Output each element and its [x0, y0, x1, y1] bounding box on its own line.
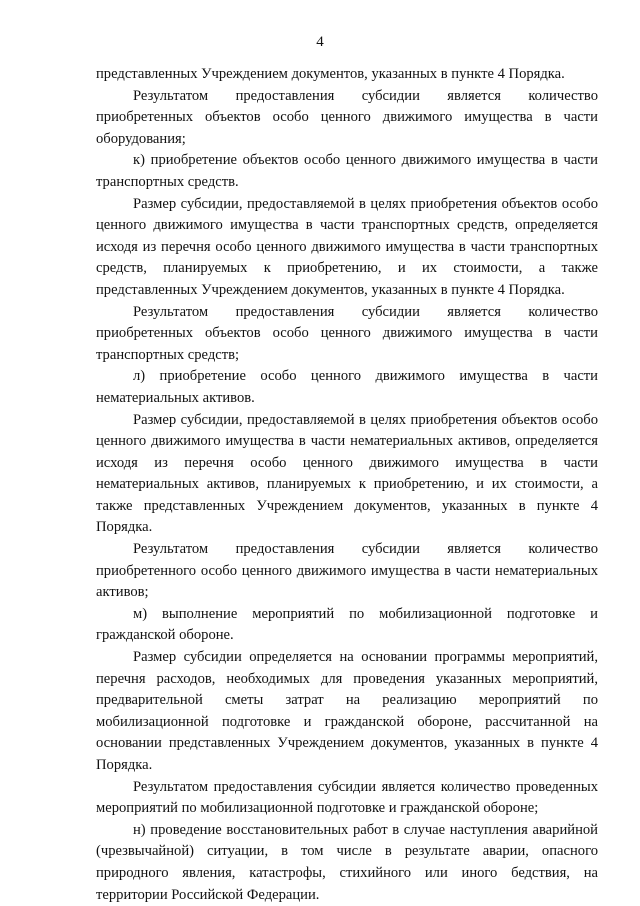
paragraph-item-l: л) приобретение особо ценного движимого имущества в части нематериальных активов.: [96, 368, 598, 406]
paragraph-item-m: м) выполнение мероприятий по мобилизационной подготовке и гражданской обороне.: [96, 605, 598, 644]
paragraph-result-equipment: Результатом предоставления субсидии является количество приобретенных объектов особо ценного движимого имущества в части оборудования;: [96, 87, 598, 147]
paragraph-subsidy-size-transport: Размер субсидии, предоставляемой в целях приобретения объектов особо ценного движимого имущества в части транспортных средств, определяется исходя из перечня особо ценного движимого имущества в части транспортных средств, планируемых к приобретению, и их стоимости, а также представленных Учреждением документов, указанных в пункте 4 Порядка.: [96, 195, 598, 298]
document-body: [96, 64, 598, 906]
paragraph-item-k: к) приобретение объектов особо ценного движимого имущества в части транспортных средств.: [96, 152, 598, 190]
paragraph-continuation: представленных Учреждением документов, указанных в пункте 4 Порядка.: [96, 66, 565, 82]
paragraph-item-n: н) проведение восстановительных работ в случае наступления аварийной (чрезвычайной) ситуации, в том числе в результате аварии, опасного природного явления, катастрофы, стихийного или иного бедствия, на территории Российской Федерации.: [96, 821, 598, 903]
paragraph-subsidy-size-mobilization: Размер субсидии определяется на основании программы мероприятий, перечня расходов, необходимых для проведения указанных мероприятий, предварительной сметы затрат на реализацию мероприятий по мобилизационной подготовке и гражданской обороне, рассчитанной на основании представленных Учреждением документов, указанных в пункте 4 Порядка.: [96, 649, 598, 773]
paragraph-result-transport: Результатом предоставления субсидии является количество приобретенных объектов особо ценного движимого имущества в части транспортных средств;: [96, 303, 598, 363]
paragraph-result-intangible: Результатом предоставления субсидии является количество приобретенного особо ценного движимого имущества в части нематериальных активов;: [96, 541, 598, 601]
paragraph-result-mobilization: Результатом предоставления субсидии является количество проведенных мероприятий по мобилизационной подготовке и гражданской обороне;: [96, 778, 598, 817]
page-number: 4: [316, 34, 324, 50]
paragraph-subsidy-size-intangible: Размер субсидии, предоставляемой в целях приобретения объектов особо ценного движимого имущества в части нематериальных активов, определяется исходя из перечня особо ценного движимого имущества в части нематериальных активов, планируемых к приобретению, и их стоимости, а также представленных Учреждением документов, указанных в пункте 4 Порядка.: [96, 411, 598, 536]
